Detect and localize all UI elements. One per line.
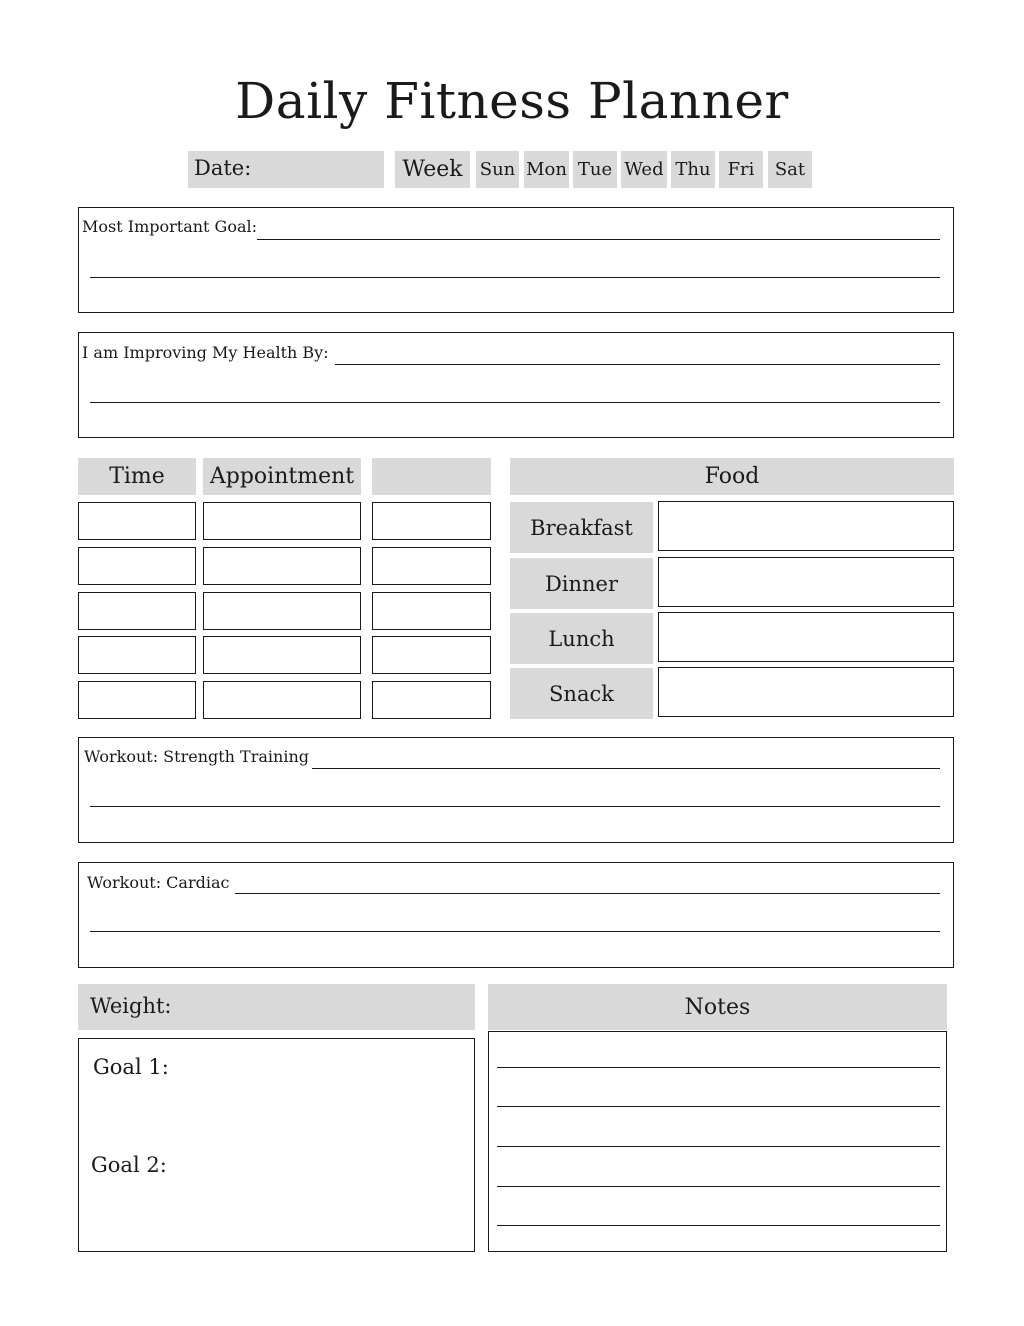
appointment-cell[interactable] xyxy=(203,636,361,674)
weight-label: Weight: xyxy=(90,994,172,1018)
day-mon[interactable]: Mon xyxy=(524,151,569,188)
day-sat[interactable]: Sat xyxy=(768,151,812,188)
day-sun[interactable]: Sun xyxy=(476,151,519,188)
notes-line[interactable] xyxy=(497,1146,940,1147)
appointment-cell[interactable] xyxy=(203,592,361,630)
extra-cell[interactable] xyxy=(372,592,491,630)
time-cell[interactable] xyxy=(78,547,196,585)
cardio-line-1[interactable] xyxy=(235,893,940,894)
extra-cell[interactable] xyxy=(372,636,491,674)
weight-header xyxy=(78,984,475,1030)
health-line-2[interactable] xyxy=(90,402,940,403)
time-cell[interactable] xyxy=(78,592,196,630)
notes-header: Notes xyxy=(488,984,947,1030)
appointment-cell[interactable] xyxy=(203,502,361,540)
page-title: Daily Fitness Planner xyxy=(235,72,789,130)
appointment-cell[interactable] xyxy=(203,547,361,585)
meal-label-dinner: Dinner xyxy=(510,558,653,609)
notes-box[interactable] xyxy=(488,1031,947,1252)
meal-field-dinner[interactable] xyxy=(658,557,954,607)
notes-line[interactable] xyxy=(497,1225,940,1226)
cardio-label: Workout: Cardiac xyxy=(87,873,230,892)
meal-field-breakfast[interactable] xyxy=(658,501,954,551)
meal-label-snack: Snack xyxy=(510,668,653,719)
extra-cell[interactable] xyxy=(372,681,491,719)
health-line-1[interactable] xyxy=(335,364,940,365)
notes-line[interactable] xyxy=(497,1106,940,1107)
health-label: I am Improving My Health By: xyxy=(82,343,329,362)
day-fri[interactable]: Fri xyxy=(719,151,763,188)
time-header: Time xyxy=(78,458,196,495)
time-cell[interactable] xyxy=(78,636,196,674)
extra-cell[interactable] xyxy=(372,547,491,585)
meal-field-lunch[interactable] xyxy=(658,612,954,662)
notes-line[interactable] xyxy=(497,1186,940,1187)
date-label: Date: xyxy=(194,156,252,180)
day-thu[interactable]: Thu xyxy=(671,151,715,188)
food-header: Food xyxy=(510,458,954,495)
time-cell[interactable] xyxy=(78,502,196,540)
meal-label-breakfast: Breakfast xyxy=(510,502,653,553)
goal-1-label: Goal 1: xyxy=(93,1055,169,1079)
goal-line-1[interactable] xyxy=(257,239,940,240)
appointment-cell[interactable] xyxy=(203,681,361,719)
cardio-line-2[interactable] xyxy=(90,931,940,932)
goal-label: Most Important Goal: xyxy=(82,217,258,236)
extra-header xyxy=(372,458,491,495)
strength-line-2[interactable] xyxy=(90,806,940,807)
meal-label-lunch: Lunch xyxy=(510,613,653,664)
strength-line-1[interactable] xyxy=(312,768,940,769)
extra-cell[interactable] xyxy=(372,502,491,540)
date-field[interactable] xyxy=(188,151,384,188)
meal-field-snack[interactable] xyxy=(658,667,954,717)
notes-line[interactable] xyxy=(497,1067,940,1068)
day-wed[interactable]: Wed xyxy=(621,151,667,188)
day-tue[interactable]: Tue xyxy=(573,151,617,188)
strength-label: Workout: Strength Training xyxy=(84,747,309,766)
goal-2-label: Goal 2: xyxy=(91,1153,167,1177)
goal-line-2[interactable] xyxy=(90,277,940,278)
appointment-header: Appointment xyxy=(203,458,361,495)
week-label: Week xyxy=(395,151,470,188)
time-cell[interactable] xyxy=(78,681,196,719)
